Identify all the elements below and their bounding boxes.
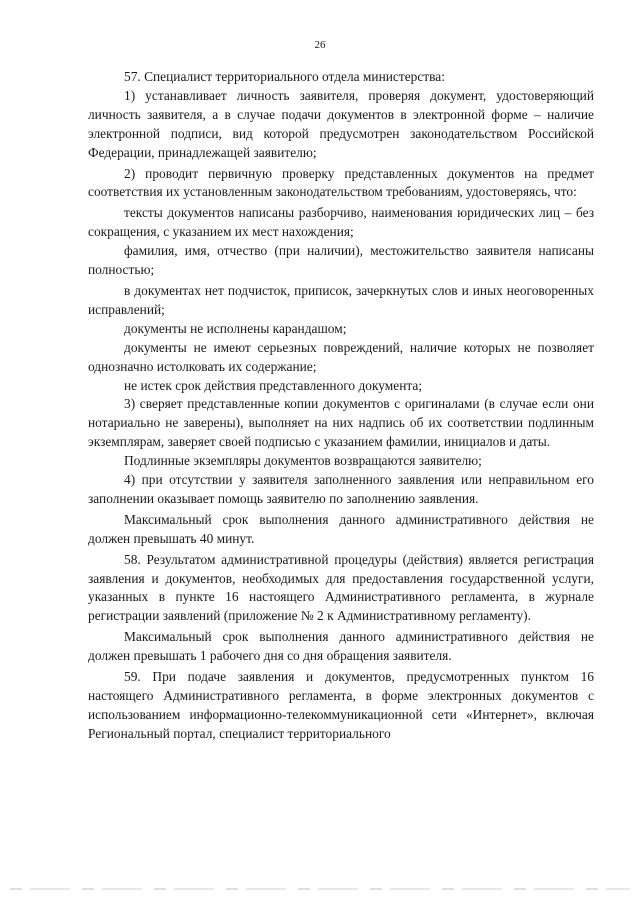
paragraph-57: 57. Специалист территориального отдела министерства: [124,69,445,84]
check-no-corrections: в документах нет подчисток, приписок, зачеркнутых слов и иных неоговоренных исправлений; [88,282,594,317]
check-validity: не истек срок действия представленного документа; [124,377,423,393]
max-time-1-day: Максимальный срок выполнения данного административного действия не должен превышать 1 рабочего дня со дня обращения заявителя. [88,629,594,664]
paragraph-59: 59. При подаче заявления и документов, предусмотренных пунктом 16 настоящего Административного регламента, в форме электронных документов с использованием информационно-телекоммуникационной сети «Интернет», включая Региональный портал, специалист территориального [88,669,594,741]
paragraph-57-item-3: 3) сверяет представленные копии документов с оригиналами (в случае если они нотариально не заверены), выполняет на них надпись об их соответствии подлинным экземплярам, заверяет своей подписью с указанием фамилии, инициалов и даты. [88,396,594,450]
scan-edge-artifact [10,888,630,890]
check-legibility: тексты документов написаны разборчиво, наименования юридических лиц – без сокращения, с указанием их мест нахождения; [88,205,594,240]
page-number: 26 [314,39,326,51]
paragraph-57-item-4: 4) при отсутствии у заявителя заполненного заявления или неправильном его заполнении оказывает помощь заявителю по заполнению заявления. [88,472,594,506]
paragraph-57-item-2: 2) проводит первичную проверку представленных документов на предмет соответствия их установленным законодательством требованиям, удостоверяясь, что: [88,165,594,200]
check-no-pencil: документы не исполнены карандашом; [124,320,347,336]
document-body [88,68,594,744]
check-full-name: фамилия, имя, отчество (при наличии), местожительство заявителя написаны полностью; [88,243,594,278]
originals-returned: Подлинные экземпляры документов возвращаются заявителю; [124,453,482,469]
max-time-40-min: Максимальный срок выполнения данного административного действия не должен превышать 40 минут. [88,511,594,546]
paragraph-58: 58. Результатом административной процедуры (действия) является регистрация заявления и документов, необходимых для предоставления государственной услуги, указанных в пункте 16 настоящего Административного регламента, в журнале регистрации заявлений (приложение № 2 к Административному регламенту). [88,551,594,624]
check-no-damage: документы не имеют серьезных повреждений, наличие которых не позволяет однозначно истолковать их содержание; [88,339,594,374]
paragraph-57-item-1: 1) устанавливает личность заявителя, проверяя документ, удостоверяющий личность заявителя, а в случае подачи документов в электронной форме – наличие электронной подписи, вид которой предусмотрен законодательством Российской Федерации, принадлежащей заявителю; [88,87,594,160]
